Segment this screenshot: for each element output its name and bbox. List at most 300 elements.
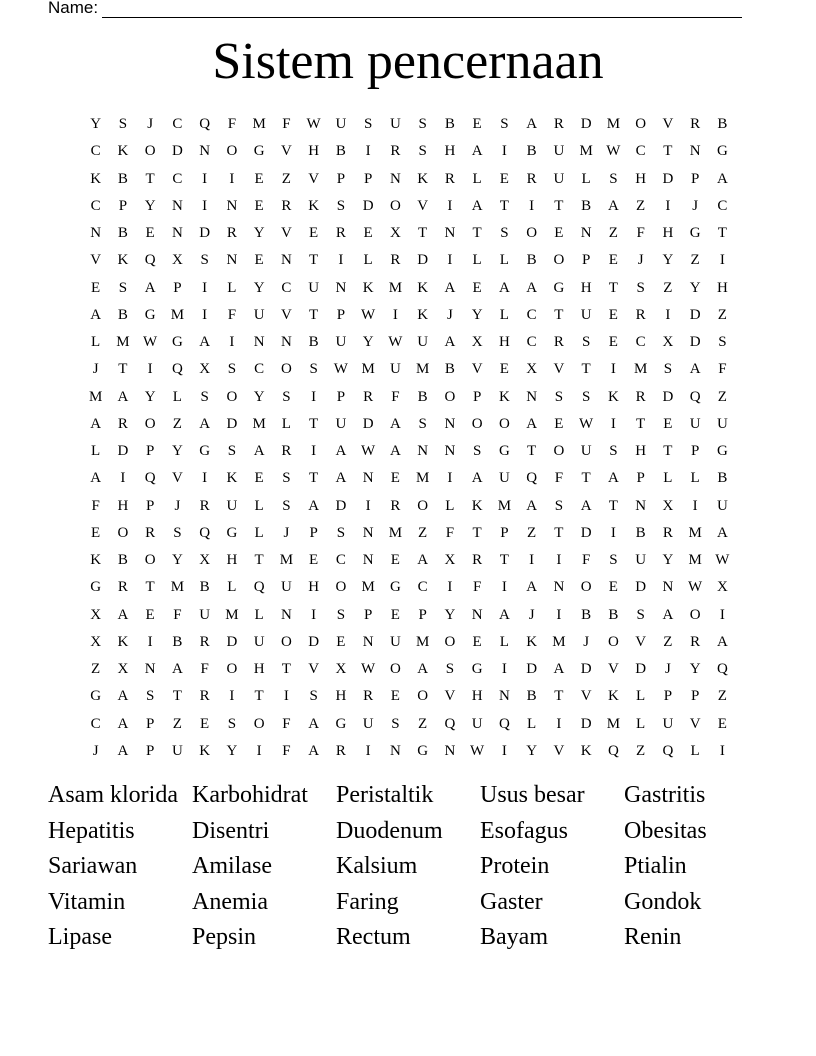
grid-letter: B (608, 606, 619, 623)
grid-letter: N (335, 279, 347, 296)
grid-letter: N (444, 742, 456, 759)
grid-letter: G (171, 334, 183, 351)
grid-letter: T (608, 279, 618, 296)
grid-letter: H (662, 225, 674, 242)
grid-letter: V (90, 252, 102, 269)
grid-letter: N (471, 606, 483, 623)
grid-letter: D (526, 661, 538, 678)
word-list-item: Esofagus (480, 817, 568, 844)
grid-letter: U (253, 633, 265, 650)
grid-letter: O (226, 388, 238, 405)
grid-letter: I (501, 143, 507, 160)
grid-letter: T (309, 306, 319, 323)
grid-letter: E (254, 197, 264, 214)
grid-letter: S (609, 552, 618, 569)
grid-letter: K (580, 742, 592, 759)
grid-letter: G (498, 443, 510, 460)
grid-letter: N (280, 334, 292, 351)
grid-letter: W (143, 334, 158, 351)
grid-letter: K (498, 388, 510, 405)
grid-letter: P (145, 443, 155, 460)
grid-letter: H (253, 661, 265, 678)
grid-letter: S (445, 661, 455, 678)
grid-letter: F (200, 661, 209, 678)
grid-letter: F (282, 742, 291, 759)
grid-letter: H (580, 279, 592, 296)
grid-letter: S (581, 334, 591, 351)
grid-letter: Z (717, 306, 727, 323)
grid-letter: A (144, 279, 156, 296)
grid-letter: U (553, 170, 565, 187)
grid-letter: S (227, 715, 237, 732)
grid-letter: Y (526, 742, 538, 759)
grid-letter: J (446, 306, 453, 323)
grid-letter: X (444, 552, 456, 569)
grid-letter: S (636, 279, 645, 296)
grid-letter: N (171, 225, 183, 242)
grid-letter: C (526, 306, 537, 323)
grid-letter: V (308, 170, 320, 187)
grid-letter: N (362, 524, 374, 541)
grid-letter: O (444, 633, 456, 650)
grid-letter: O (417, 688, 429, 705)
grid-letter: W (306, 116, 321, 133)
grid-letter: N (580, 225, 592, 242)
grid-letter: T (717, 225, 727, 242)
grid-letter: N (635, 497, 647, 514)
grid-letter: F (282, 116, 291, 133)
grid-letter: D (580, 524, 592, 541)
grid-letter: S (227, 361, 237, 378)
grid-letter: E (717, 715, 727, 732)
grid-letter: T (663, 443, 673, 460)
grid-letter: U (335, 334, 347, 351)
grid-letter: L (527, 715, 537, 732)
grid-letter: F (445, 524, 455, 541)
grid-letter: D (662, 170, 674, 187)
word-list-item: Gastritis (624, 782, 706, 808)
grid-letter: E (254, 470, 264, 487)
grid-letter: E (608, 252, 618, 269)
grid-letter: S (173, 524, 182, 541)
grid-letter: O (635, 116, 647, 133)
grid-letter: D (362, 415, 374, 432)
grid-letter: R (363, 688, 374, 705)
grid-letter: F (581, 552, 591, 569)
grid-letter: U (580, 443, 592, 460)
grid-letter: C (172, 170, 183, 187)
grid-letter: Q (199, 116, 211, 133)
grid-letter: H (635, 443, 647, 460)
grid-letter: T (309, 415, 319, 432)
grid-letter: A (117, 715, 129, 732)
grid-letter: X (471, 334, 483, 351)
grid-letter: T (172, 688, 182, 705)
grid-letter: I (229, 688, 235, 705)
grid-letter: H (444, 143, 456, 160)
grid-letter: A (308, 715, 320, 732)
grid-letter: V (689, 715, 701, 732)
grid-letter: U (280, 579, 292, 596)
grid-letter: I (610, 415, 616, 432)
grid-letter: J (92, 742, 99, 759)
grid-letter: U (417, 334, 429, 351)
grid-letter: T (254, 688, 264, 705)
grid-letter: U (362, 715, 374, 732)
grid-letter: A (389, 415, 401, 432)
grid-letter: Z (636, 742, 646, 759)
grid-letter: R (199, 688, 210, 705)
grid-letter: E (663, 415, 673, 432)
grid-letter: F (91, 497, 100, 514)
grid-letter: M (606, 715, 621, 732)
grid-letter: R (553, 116, 564, 133)
grid-letter: D (580, 715, 592, 732)
grid-letter: Q (716, 661, 728, 678)
grid-letter: Y (144, 197, 156, 214)
grid-letter: U (662, 715, 674, 732)
grid-letter: S (200, 388, 209, 405)
grid-letter: S (282, 497, 291, 514)
grid-letter: F (472, 579, 482, 596)
grid-letter: Q (444, 715, 456, 732)
grid-letter: B (635, 524, 646, 541)
grid-letter: T (472, 225, 482, 242)
grid-letter: V (444, 688, 456, 705)
grid-letter: C (90, 143, 101, 160)
grid-letter: A (90, 415, 102, 432)
word-list-item: Obesitas (624, 817, 707, 844)
grid-letter: K (417, 279, 429, 296)
grid-letter: D (199, 225, 211, 242)
word-list-item: Karbohidrat (192, 782, 308, 808)
grid-letter: A (117, 606, 129, 623)
grid-letter: O (280, 633, 292, 650)
grid-letter: T (554, 524, 564, 541)
grid-letter: N (362, 470, 374, 487)
grid-letter: A (389, 443, 401, 460)
grid-letter: R (662, 524, 673, 541)
grid-letter: L (91, 443, 101, 460)
grid-letter: H (226, 552, 238, 569)
grid-letter: M (552, 633, 566, 650)
grid-letter: Q (689, 388, 701, 405)
page-title: Sistem pencernaan (212, 33, 604, 90)
grid-letter: B (117, 306, 128, 323)
grid-letter: G (471, 661, 483, 678)
grid-letter: P (418, 606, 427, 623)
grid-letter: Z (717, 688, 727, 705)
grid-letter: P (309, 524, 318, 541)
grid-letter: I (202, 470, 208, 487)
grid-letter: R (199, 497, 210, 514)
grid-letter: N (662, 579, 674, 596)
grid-letter: I (719, 252, 725, 269)
grid-letter: T (254, 552, 264, 569)
grid-letter: R (472, 552, 483, 569)
grid-letter: I (501, 742, 507, 759)
grid-letter: G (144, 306, 156, 323)
grid-letter: R (335, 225, 346, 242)
grid-letter: I (365, 742, 371, 759)
grid-letter: M (361, 361, 375, 378)
grid-letter: A (417, 661, 429, 678)
grid-letter: S (118, 279, 128, 296)
grid-letter: T (281, 661, 291, 678)
grid-letter: I (665, 306, 671, 323)
grid-letter: M (252, 116, 266, 133)
grid-letter: E (254, 170, 264, 187)
word-list-item: Peristaltik (336, 782, 434, 808)
grid-letter: E (336, 633, 346, 650)
grid-letter: V (280, 306, 292, 323)
grid-letter: M (225, 606, 239, 623)
grid-letter: I (529, 552, 535, 569)
grid-letter: Y (471, 306, 483, 323)
grid-letter: B (526, 143, 537, 160)
word-list-item: Anemia (192, 888, 268, 915)
grid-letter: J (528, 606, 535, 623)
grid-letter: N (362, 552, 374, 569)
grid-letter: D (662, 388, 674, 405)
grid-letter: W (688, 579, 703, 596)
grid-letter: S (309, 688, 318, 705)
grid-letter: P (663, 688, 673, 705)
grid-letter: W (470, 742, 485, 759)
grid-letter: H (498, 334, 510, 351)
grid-letter: T (145, 170, 155, 187)
grid-letter: W (361, 661, 376, 678)
grid-letter: S (363, 116, 373, 133)
grid-letter: R (335, 742, 346, 759)
grid-letter: R (117, 415, 128, 432)
grid-letter: S (609, 170, 618, 187)
grid-letter: X (90, 606, 102, 623)
grid-letter: X (662, 497, 674, 514)
grid-letter: W (715, 552, 730, 569)
grid-letter: M (688, 552, 702, 569)
grid-letter: Z (663, 279, 673, 296)
grid-letter: K (117, 633, 129, 650)
grid-letter: Q (144, 470, 156, 487)
grid-letter: L (499, 252, 509, 269)
grid-letter: S (581, 388, 591, 405)
grid-letter: Z (172, 415, 182, 432)
grid-letter: I (311, 388, 317, 405)
grid-letter: R (635, 388, 646, 405)
grid-letter: E (91, 279, 101, 296)
grid-letter: Y (444, 606, 456, 623)
grid-letter: O (226, 143, 238, 160)
grid-letter: I (229, 170, 235, 187)
grid-letter: G (417, 742, 429, 759)
grid-letter: U (471, 715, 483, 732)
grid-letter: K (117, 252, 129, 269)
grid-letter: I (501, 661, 507, 678)
grid-letter: N (253, 334, 265, 351)
grid-letter: C (417, 579, 428, 596)
grid-letter: I (529, 197, 535, 214)
grid-letter: U (635, 552, 647, 569)
grid-letter: T (145, 579, 155, 596)
grid-letter: S (500, 225, 509, 242)
grid-letter: M (361, 579, 375, 596)
grid-letter: S (145, 688, 155, 705)
grid-letter: I (556, 715, 562, 732)
grid-letter: A (444, 334, 456, 351)
grid-letter: K (308, 197, 320, 214)
grid-letter: O (144, 143, 156, 160)
grid-letter: F (227, 116, 237, 133)
grid-letter: R (690, 116, 701, 133)
grid-letter: K (362, 279, 374, 296)
word-list-item: Faring (336, 888, 399, 915)
grid-letter: A (580, 497, 592, 514)
grid-letter: U (226, 497, 238, 514)
grid-letter: S (500, 116, 509, 133)
word-list-item: Hepatitis (48, 817, 135, 844)
grid-letter: J (92, 361, 99, 378)
grid-letter: A (117, 742, 129, 759)
grid-letter: P (145, 497, 155, 514)
grid-letter: Y (226, 742, 238, 759)
grid-letter: E (554, 415, 564, 432)
grid-letter: V (280, 143, 292, 160)
grid-letter: P (118, 197, 128, 214)
grid-letter: I (556, 552, 562, 569)
word-list-item: Disentri (192, 817, 270, 844)
grid-letter: M (579, 143, 593, 160)
grid-letter: B (444, 116, 455, 133)
grid-letter: T (418, 225, 428, 242)
grid-letter: C (90, 715, 101, 732)
grid-letter: N (144, 661, 156, 678)
grid-letter: O (526, 225, 538, 242)
grid-letter: A (498, 606, 510, 623)
grid-letter: E (554, 225, 564, 242)
grid-letter: T (608, 497, 618, 514)
grid-letter: N (444, 225, 456, 242)
grid-letter: Z (91, 661, 101, 678)
grid-letter: N (389, 170, 401, 187)
grid-letter: J (664, 661, 671, 678)
word-list-item: Vitamin (48, 888, 126, 915)
grid-letter: I (120, 470, 126, 487)
grid-letter: R (553, 334, 564, 351)
grid-letter: P (363, 170, 373, 187)
grid-letter: Y (253, 388, 265, 405)
grid-letter: J (692, 197, 699, 214)
grid-letter: P (173, 279, 182, 296)
grid-letter: D (689, 306, 701, 323)
grid-letter: L (254, 606, 264, 623)
grid-letter: T (581, 470, 591, 487)
letter-grid (82, 111, 736, 765)
grid-letter: H (335, 688, 347, 705)
grid-letter: D (635, 579, 647, 596)
grid-letter: E (254, 252, 264, 269)
grid-letter: Y (662, 252, 674, 269)
grid-letter: T (309, 470, 319, 487)
grid-letter: S (227, 443, 237, 460)
grid-letter: N (280, 606, 292, 623)
grid-letter: I (447, 252, 453, 269)
grid-letter: S (336, 524, 346, 541)
grid-letter: U (689, 415, 701, 432)
grid-letter: Y (171, 443, 183, 460)
grid-letter: D (417, 252, 429, 269)
grid-letter: T (118, 361, 128, 378)
grid-letter: E (608, 306, 618, 323)
grid-letter: I (692, 497, 698, 514)
grid-letter: A (171, 661, 183, 678)
grid-letter: N (226, 197, 238, 214)
grid-letter: N (526, 388, 538, 405)
grid-letter: S (309, 361, 318, 378)
grid-letter: I (610, 361, 616, 378)
grid-letter: B (117, 552, 128, 569)
word-list-item: Ptialin (624, 853, 687, 880)
grid-letter: N (90, 225, 102, 242)
grid-letter: D (580, 116, 592, 133)
grid-letter: P (145, 742, 155, 759)
grid-letter: S (663, 361, 673, 378)
grid-letter: A (308, 742, 320, 759)
grid-letter: U (199, 606, 211, 623)
grid-letter: C (717, 197, 728, 214)
grid-letter: S (418, 143, 427, 160)
grid-letter: X (199, 361, 211, 378)
grid-letter: Y (362, 334, 374, 351)
grid-letter: T (472, 524, 482, 541)
grid-letter: Y (689, 661, 701, 678)
grid-letter: A (607, 197, 619, 214)
grid-letter: A (444, 279, 456, 296)
grid-letter: E (472, 279, 482, 296)
grid-letter: E (608, 334, 618, 351)
grid-letter: F (173, 606, 182, 623)
grid-letter: V (417, 197, 429, 214)
grid-letter: E (499, 170, 509, 187)
grid-letter: A (662, 606, 674, 623)
grid-letter: Z (663, 633, 673, 650)
grid-letter: O (253, 715, 265, 732)
grid-letter: T (554, 688, 564, 705)
grid-letter: P (363, 606, 373, 623)
grid-letter: D (689, 334, 701, 351)
grid-letter: R (117, 579, 128, 596)
grid-letter: U (308, 279, 320, 296)
grid-letter: W (333, 361, 348, 378)
grid-letter: Y (253, 279, 265, 296)
grid-letter: O (226, 661, 238, 678)
grid-letter: E (499, 361, 509, 378)
grid-letter: J (283, 524, 290, 541)
grid-letter: U (171, 742, 183, 759)
grid-letter: D (362, 197, 374, 214)
grid-letter: O (117, 524, 129, 541)
grid-letter: R (635, 306, 646, 323)
grid-letter: D (226, 633, 238, 650)
grid-letter: V (635, 633, 647, 650)
grid-letter: S (418, 415, 427, 432)
grid-letter: O (580, 579, 592, 596)
grid-letter: B (199, 579, 210, 596)
grid-letter: Q (498, 715, 510, 732)
grid-letter: I (202, 279, 208, 296)
grid-letter: J (147, 116, 154, 133)
grid-letter: M (688, 524, 702, 541)
